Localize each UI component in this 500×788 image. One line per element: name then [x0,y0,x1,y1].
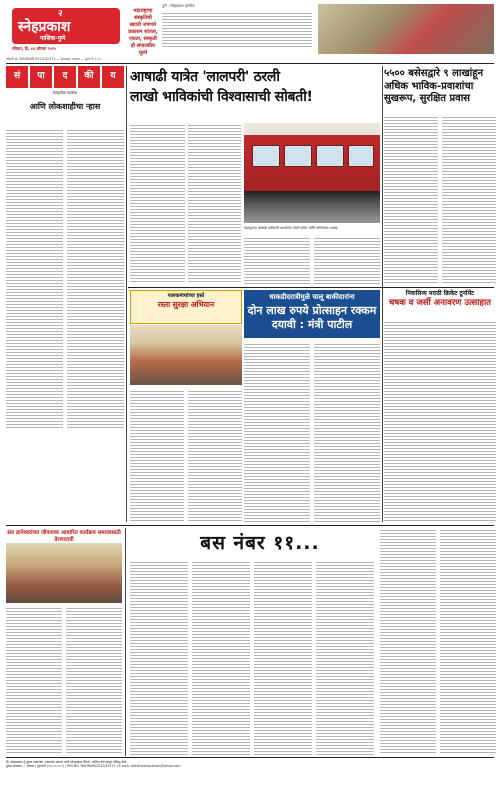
footer-rule [6,757,494,758]
cricket-text [384,320,496,522]
footer-line-2: मुख्य संपादक — प्रकाश | दूरध्वनी (९५०००००००) | RNI NO. MAHMAR/2012/42371 | E-mail: dainiksnehprakash@gmail.com [6,764,181,769]
column-divider [382,66,383,522]
bottom-left-photo [6,543,122,603]
main-text-col-1 [130,123,185,283]
box-story-kicker: पालकमंत्र्यांच्या हस्ते [167,293,205,299]
bottom-text-col-2 [192,560,250,755]
bottom-text-col-1 [130,560,188,755]
right-text-col-2 [442,115,496,285]
box-text-col-1 [130,389,184,521]
issue-number: २ [58,9,63,19]
main-headline-line-2: लाखो भाविकांची विश्वासाची सोबती! [130,89,313,105]
main-text-col-2 [188,123,241,283]
main-text-col-3 [244,236,310,284]
masthead-photo [318,4,494,54]
bottom-text-col-4 [316,560,374,755]
masthead-note-kicker: पुणे : स्नेहप्रकाश वृत्तसेवा [162,4,195,8]
bottom-left-text-1 [6,606,62,754]
editorial-text-col-2 [67,128,124,428]
main-headline-line-1: आषाढी यात्रेत 'लालपरी' ठरली [130,69,280,85]
editorial-letter: पा [30,66,52,88]
bottom-left-text-2 [66,606,122,754]
bus-window [348,145,374,167]
right-text-col-1 [384,115,438,285]
masthead-text-lines [162,11,312,49]
masthead-note [162,4,312,49]
editorial-subtitle: संस्कृतीला गदारोळ [52,91,78,95]
bottom-text-col-5 [380,528,436,755]
bottom-text-col-6 [440,528,496,755]
editorial-letter: सं [6,66,28,88]
issue-date: रविवार, दि. ०३ ऑगस्ट २०२५ [12,46,56,51]
group-photo [130,325,242,385]
bus-photo [244,123,380,223]
editorial-banner [6,66,124,88]
info-strip: नोंदणी क्र. MAHMAR/2012/42371 — संपादक: प्रकाश — मूल्य ₹ २.०० [6,57,101,61]
mid-story-header [244,290,380,338]
logo-box [12,8,120,44]
box-text-col-2 [188,389,242,521]
editorial-letter: की [78,66,100,88]
masthead-tagline: महाराष्ट्राचा संस्कृतिची ख्याती जपणारे प्रकाशन शांतता, एकता, संस्कृती ही संपादकीय मूल्ये [128,8,158,56]
bus-number-headline: बस नंबर ११... [200,532,320,554]
box-story-headline: रस्ता सुरक्षा अभियान [157,300,215,309]
mid-text-col-2 [314,342,380,522]
mid-headline-line-1: धाकडीदरात्रीमुळे चालू बाकीदारांना [269,293,355,301]
editorial-text-col-1 [6,128,63,428]
column-divider [125,528,126,756]
column-divider [126,66,127,522]
footer [6,760,494,769]
editorial-title: आणि लोकशाहीचा ऱ्हास [29,102,101,111]
masthead-rule [6,63,494,64]
bottom-left-headline: संत ज्ञानेश्वरांच्या जीवनावर आधारित कार्यक्रम समाजासाठी प्रेरणादायी [7,530,121,544]
editorial-letter: य [102,66,124,88]
bottom-rule [6,525,494,526]
cricket-headline-line-1: निवासिव्य मराठी क्रिकेट टूर्नामेंट [405,290,475,297]
bus-window [316,145,344,167]
cricket-headline-line-2: चषक व जर्सी अनावरण उत्साहात [388,297,491,308]
footer-line-1: दि. स्नेहप्रकाश हे मुद्रक प्रकाशक, प्रकाशक प्रकाश यांनी स्नेहप्रकाश प्रिंटर्स, नाशिक येथे छापून प्रसिद्ध केले. [6,760,128,764]
bottom-text-col-3 [254,560,312,755]
masthead-logo [6,5,126,53]
newspaper-title: स्नेहप्रकाश [18,19,71,35]
main-text-col-4 [314,236,380,284]
cricket-header [384,290,496,309]
mid-text-col-1 [244,342,310,522]
section-rule [128,287,494,288]
bus-window [252,145,280,167]
bus-photo-caption: पंढरपूरच्या आषाढी वारीसाठी धावलेल्या एसटी बसेस आणि भाविकांचा उत्साह [244,226,338,230]
right-headline: ५५०० बसेसद्वारे ९ लाखांहून अधिक भाविक-प्रवाशांचा सुखरूप, सुरक्षित प्रवास [384,68,484,104]
editorial-letter: द [54,66,76,88]
newspaper-city: नाशिक-पुणे [40,35,66,42]
mid-headline-line-2: दोन लाख रुपये प्रोत्साहन रक्कम दयावी : मंत्री पाटील [247,304,377,332]
bus-window [284,145,312,167]
